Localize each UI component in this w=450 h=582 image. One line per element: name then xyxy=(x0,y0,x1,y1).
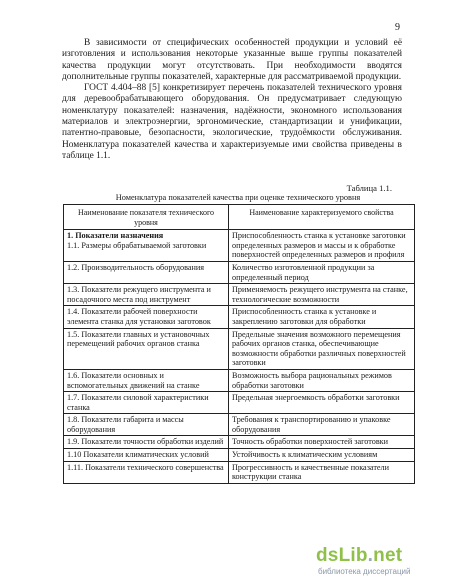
header-property: Наименование характеризуемого свойства xyxy=(229,205,415,230)
indicator-name: 1.3. Показатели режущего инструмента и посадочного места под инструмент xyxy=(67,285,211,304)
table-row xyxy=(64,306,415,328)
indicators-table xyxy=(63,204,415,484)
table-caption: Номенклатура показателей качества при оценке технического уровня xyxy=(115,193,361,202)
indicator-cell xyxy=(64,369,229,391)
property-cell: Приспособленность станка к установке и закреплению заготовки для обработки xyxy=(229,306,415,328)
indicator-cell xyxy=(64,461,229,483)
indicator-name: 1.2. Производительность оборудования xyxy=(67,262,205,272)
property-cell: Предельные значения возможного перемещения рабочих органов станка, обеспечивающие возможности обработки различных поверхностей заготовки xyxy=(229,328,415,369)
section-heading: 1. Показатели назначения xyxy=(67,231,164,241)
indicator-name: 1.11. Показатели технического совершенства xyxy=(67,462,224,472)
indicator-name: 1.1. Размеры обрабатываемой заготовки xyxy=(67,240,207,250)
indicator-name: 1.5. Показатели главных и установочных перемещений рабочих органов станка xyxy=(67,329,210,349)
table-row xyxy=(64,392,415,414)
property-cell: Применяемость режущего инструмента на станке, технологические возможности xyxy=(229,284,415,306)
header-indicator: Наименование показателя технического уровня xyxy=(64,205,229,230)
indicator-name: 1.10 Показатели климатических условий xyxy=(67,450,209,460)
indicator-cell xyxy=(64,261,229,283)
table-row xyxy=(64,449,415,462)
indicator-name: 1.8. Показатели габарита и массы оборудования xyxy=(67,415,184,434)
table-body xyxy=(64,230,415,484)
indicator-cell xyxy=(64,449,229,462)
table-row xyxy=(64,369,415,391)
indicator-cell xyxy=(64,328,229,369)
body-text xyxy=(62,38,402,162)
table-row xyxy=(64,436,415,449)
indicator-cell xyxy=(64,392,229,414)
indicator-name: 1.4. Показатели рабочей поверхности элемента станка для установки заготовок xyxy=(67,307,211,326)
property-cell: Прогрессивность и качественные показатели конструкции станка xyxy=(229,461,415,483)
property-cell: Возможность выбора рациональных режимов обработки заготовки xyxy=(229,369,415,391)
table-label: Таблица 1.1. xyxy=(346,183,392,193)
paragraph: ГОСТ 4.404–88 [5] конкретизирует перечень показателей технического уровня для деревообрабатывающего оборудования. Он предусматривает следующую номенклатуру показателей: назначения, надёжности, экономного использования материалов и электроэнергии, эргономические, стандартизации и унификации, патентно-правовые, безопасности, экологические, трудоёмкости обслуживания. Номенклатура показателей качества и характеризуемые ими свойства приведены в таблице 1.1. xyxy=(62,83,402,161)
watermark-logo: dsLib.net xyxy=(316,545,403,566)
table-row xyxy=(64,284,415,306)
watermark xyxy=(316,545,444,579)
table-header-row xyxy=(64,205,415,230)
property-cell: Предельная энергоемкость обработки заготовки xyxy=(229,392,415,414)
table-row xyxy=(64,414,415,436)
property-cell: Устойчивость к климатическим условиям xyxy=(229,449,415,462)
indicator-cell xyxy=(64,414,229,436)
property-cell: Точность обработки поверхностей заготовки xyxy=(229,436,415,449)
table-row xyxy=(64,261,415,283)
indicator-cell xyxy=(64,306,229,328)
property-cell: Требования к транспортированию и упаковке оборудования xyxy=(229,414,415,436)
indicator-cell xyxy=(64,284,229,306)
property-cell: Приспособленность станка к установке заготовки определенных размеров и массы и к обработке поверхностей определенных размеров и профиля xyxy=(229,230,415,262)
watermark-tagline: библиотека диссертаций xyxy=(318,567,411,576)
indicator-cell xyxy=(64,230,229,262)
property-cell: Количество изготовленной продукции за определенный период xyxy=(229,261,415,283)
indicator-name: 1.9. Показатели точности обработки изделий xyxy=(67,437,224,447)
indicator-name: 1.6. Показатели основных и вспомогательных движений на станке xyxy=(67,370,200,390)
indicator-name: 1.7. Показатели силовой характеристики станка xyxy=(67,393,209,412)
table-row xyxy=(64,230,415,262)
table-row xyxy=(64,461,415,483)
page-number: 9 xyxy=(395,22,400,33)
paragraph: В зависимости от специфических особенностей продукции и условий её изготовления и использования некоторые указанные выше группы показателей качества продукции могут отсутствовать. При необходимости вводятся дополнительные группы показателей, характерные для рассматриваемой продукции. xyxy=(62,38,402,82)
table-row xyxy=(64,328,415,369)
indicator-cell xyxy=(64,436,229,449)
